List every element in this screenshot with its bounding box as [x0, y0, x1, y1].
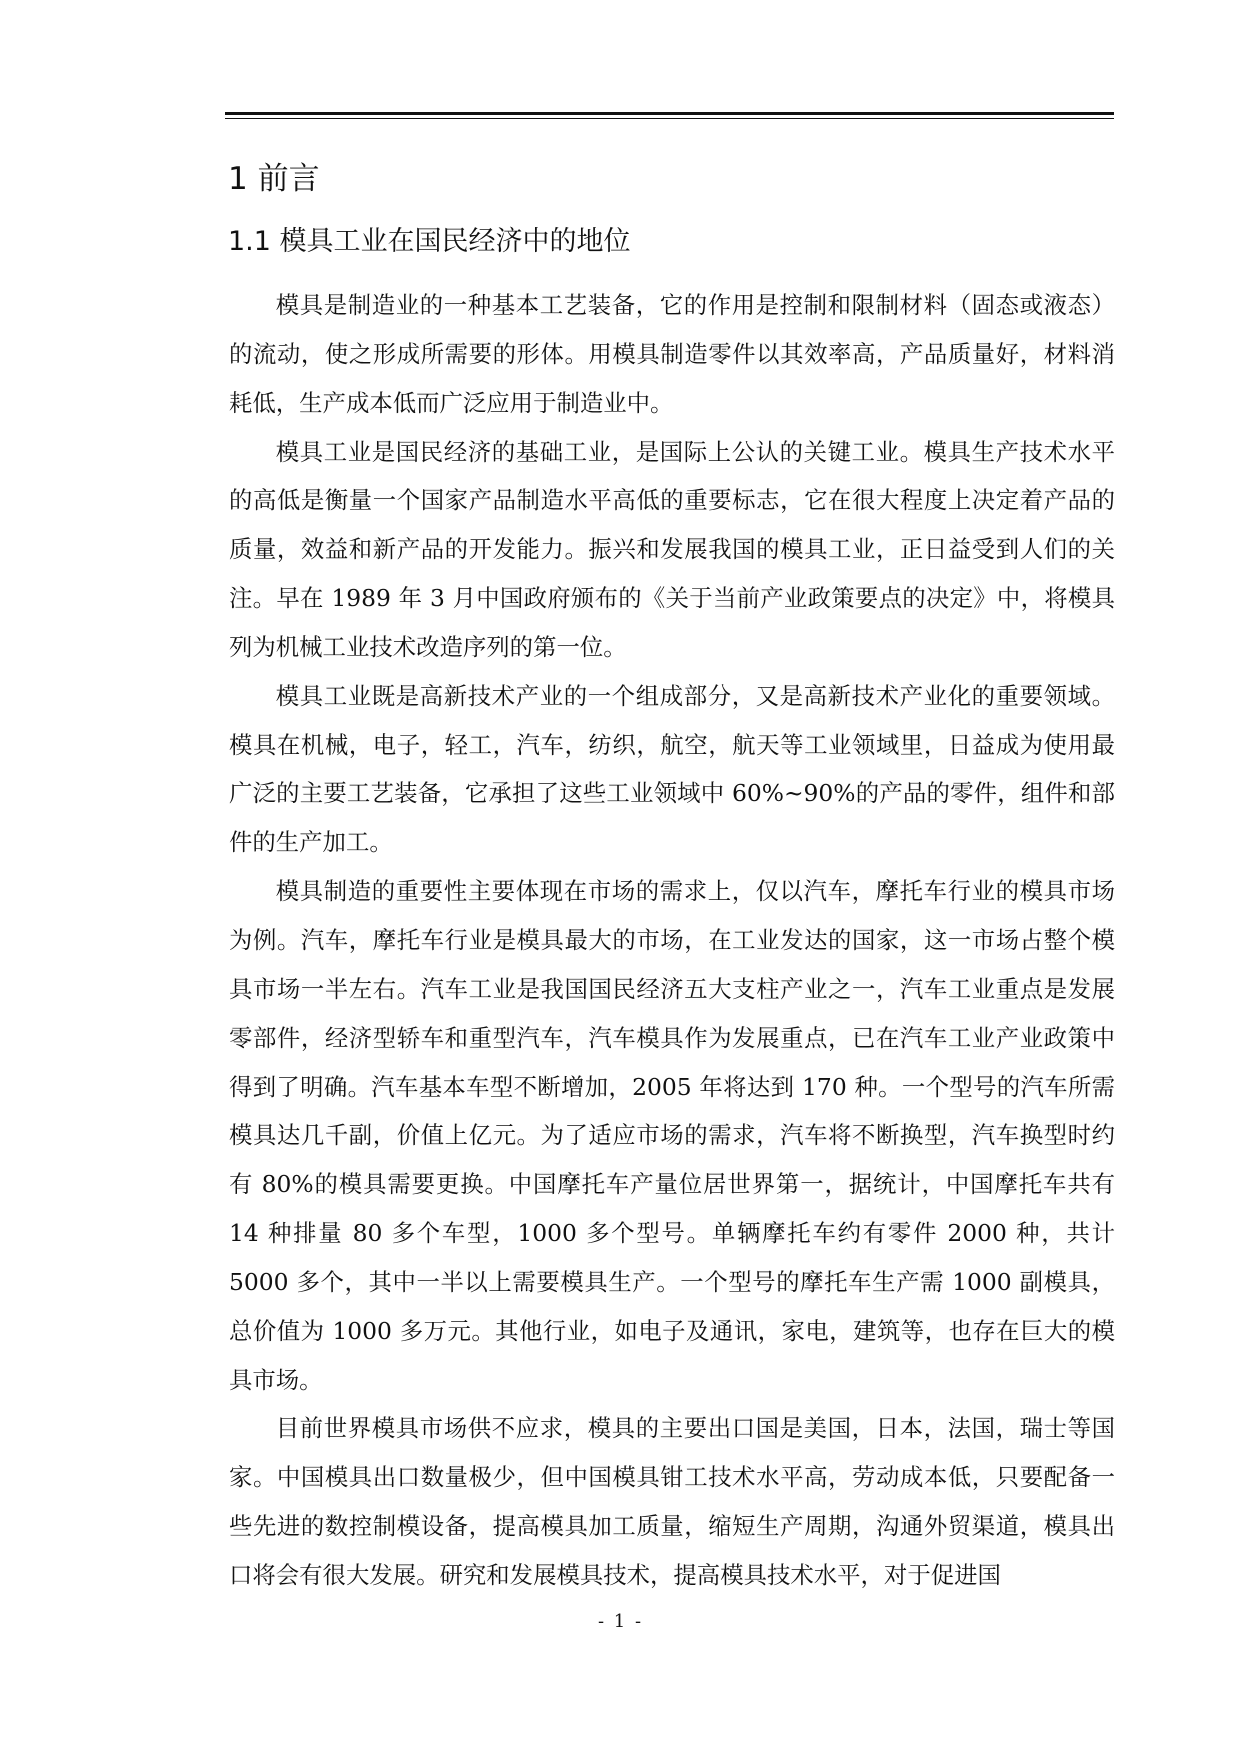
chapter-title: 1 前言 [228, 161, 320, 197]
paragraph-1: 模具是制造业的一种基本工艺装备，它的作用是控制和限制材料（固态或液态）的流动，使之形成所需要的形体。用模具制造零件以其效率高，产品质量好，材料消耗低，生产成本低而广泛应用于制造业中。 [229, 291, 1115, 417]
paragraph-3: 模具工业既是高新技术产业的一个组成部分，又是高新技术产业化的重要领域。模具在机械，电子，轻工，汽车，纺织，航空，航天等工业领域里，日益成为使用最广泛的主要工艺装备，它承担了这些工业领域中 60%~90%的产品的零件，组件和部件的生产加工。 [229, 681, 1115, 857]
page-number: - 1 - [597, 1611, 644, 1632]
body-text [229, 281, 1115, 1600]
paragraph-4: 模具制造的重要性主要体现在市场的需求上，仅以汽车，摩托车行业的模具市场为例。汽车，摩托车行业是模具最大的市场，在工业发达的国家，这一市场占整个模具市场一半左右。汽车工业是我国国民经济五大支柱产业之一，汽车工业重点是发展零部件，经济型轿车和重型汽车，汽车模具作为发展重点，已在汽车工业产业政策中得到了明确。汽车基本车型不断增加，2005 年将达到 170 种。一个型号的汽车所需模具达几千副，价值上亿元。为了适应市场的需求，汽车将不断换型，汽车换型时约有 80%的模具需要更换。中国摩托车产量位居世界第一，据统计，中国摩托车共有 14 种排量 80 多个车型，1000 多个型号。单辆摩托车约有零件 2000 种，共计 5000 多个，其中一半以上需要模具生产。一个型号的摩托车生产需 1000 副模具，总价值为 1000 多万元。其他行业，如电子及通讯，家电，建筑等，也存在巨大的模具市场。 [229, 877, 1115, 1394]
section-title: 1.1 模具工业在国民经济中的地位 [228, 226, 631, 257]
paragraph-2: 模具工业是国民经济的基础工业，是国际上公认的关键工业。模具生产技术水平的高低是衡量一个国家产品制造水平高低的重要标志，它在很大程度上决定着产品的质量，效益和新产品的开发能力。振兴和发展我国的模具工业，正日益受到人们的关注。早在 1989 年 3 月中国政府颁布的《关于当前产业政策要点的决定》中，将模具列为机械工业技术改造序列的第一位。 [229, 437, 1115, 661]
header-rule [225, 112, 1114, 119]
paragraph-5: 目前世界模具市场供不应求，模具的主要出口国是美国，日本，法国，瑞士等国家。中国模具出口数量极少，但中国模具钳工技术水平高，劳动成本低，只要配备一些先进的数控制模设备，提高模具加工质量，缩短生产周期，沟通外贸渠道，模具出口将会有很大发展。研究和发展模具技术，提高模具技术水平，对于促进国 [229, 1414, 1115, 1589]
